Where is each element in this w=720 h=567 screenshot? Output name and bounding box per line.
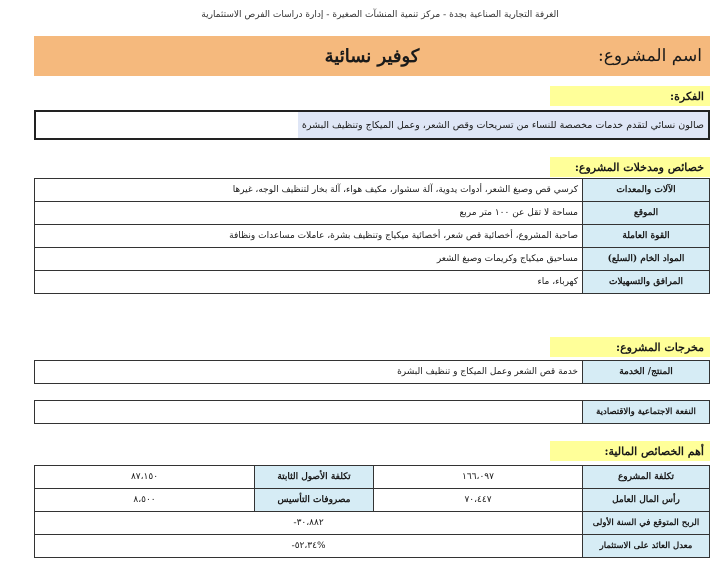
setup-costs-value: ٨،٥٠٠: [35, 489, 255, 512]
workforce-label: القوة العاملة: [583, 225, 710, 248]
financial-section-label: أهم الخصائص المالية:: [550, 441, 710, 461]
inputs-section-label: خصائص ومدخلات المشروع:: [550, 157, 710, 177]
fixed-assets-value: ٨٧،١٥٠: [35, 466, 255, 489]
header-line: الغرفة التجارية الصناعية بجدة - مركز تنمية المنشآت الصغيرة - إدارة دراسات الفرص الاستثمارية: [201, 10, 559, 20]
equipment-value: كرسي قص وصبغ الشعر، أدوات يدوية، آلة سشوار، مكيف هواء، آلة بخار لتنظيف الوجه، غيرها: [35, 179, 583, 202]
working-capital-value: ٧٠،٤٤٧: [374, 489, 583, 512]
inputs-table: [34, 178, 710, 294]
table-row: [35, 512, 710, 535]
location-label: الموقع: [583, 202, 710, 225]
product-value: خدمة قص الشعر وعمل الميكاج و تنظيف البشرة: [35, 361, 583, 384]
first-year-profit-value: ٣٠،٨٨٢-: [35, 512, 583, 535]
table-row: [35, 361, 710, 384]
impact-value: [35, 401, 583, 424]
equipment-label: الآلات والمعدات: [583, 179, 710, 202]
roi-label: معدل العائد على الاستثمار: [583, 535, 710, 558]
product-label: المنتج/ الخدمة: [583, 361, 710, 384]
table-row: [35, 401, 710, 424]
outputs-section-label: مخرجات المشروع:: [550, 337, 710, 357]
workforce-value: صاحبة المشروع، أخصائية قص شعر، أخصائية ميكياج وتنظيف بشرة، عاملات مساعدات ونظافة: [35, 225, 583, 248]
outputs-product-table: [34, 360, 710, 384]
first-year-profit-label: الربح المتوقع في السنة الأولى: [583, 512, 710, 535]
table-row: [35, 466, 710, 489]
table-row: [35, 179, 710, 202]
idea-box: [34, 110, 710, 140]
impact-label: النفعة الاجتماعية والاقتصادية: [583, 401, 710, 424]
raw-materials-label: المواد الخام (السلع): [583, 248, 710, 271]
project-cost-label: تكلفة المشروع: [583, 466, 710, 489]
project-name-value: كوفير نسائية: [324, 45, 420, 67]
table-row: [35, 248, 710, 271]
working-capital-label: رأس المال العامل: [583, 489, 710, 512]
location-value: مساحة لا تقل عن ١٠٠ متر مربع: [35, 202, 583, 225]
facilities-value: كهرباء، ماء: [35, 271, 583, 294]
table-row: [35, 225, 710, 248]
project-title-bar: [34, 36, 710, 76]
project-name-label: اسم المشروع:: [597, 46, 703, 66]
setup-costs-label: مصروفات التأسيس: [255, 489, 374, 512]
idea-section-label: الفكرة:: [550, 86, 710, 106]
fixed-assets-label: تكلفة الأصول الثابتة: [255, 466, 374, 489]
table-row: [35, 271, 710, 294]
outputs-impact-table: [34, 400, 710, 424]
table-row: [35, 489, 710, 512]
table-row: [35, 535, 710, 558]
table-row: [35, 202, 710, 225]
facilities-label: المرافق والتسهيلات: [583, 271, 710, 294]
project-cost-value: ١٦٦،٠٩٧: [374, 466, 583, 489]
roi-value: %٥٢،٣٤-: [35, 535, 583, 558]
financial-table: [34, 465, 710, 558]
raw-materials-value: مساحيق ميكياج وكريمات وصبغ الشعر: [35, 248, 583, 271]
idea-text: صالون نسائي لتقدم خدمات مخصصة للنساء من تسريحات وقص الشعر، وعمل الميكاج وتنظيف البشرة: [298, 112, 708, 138]
